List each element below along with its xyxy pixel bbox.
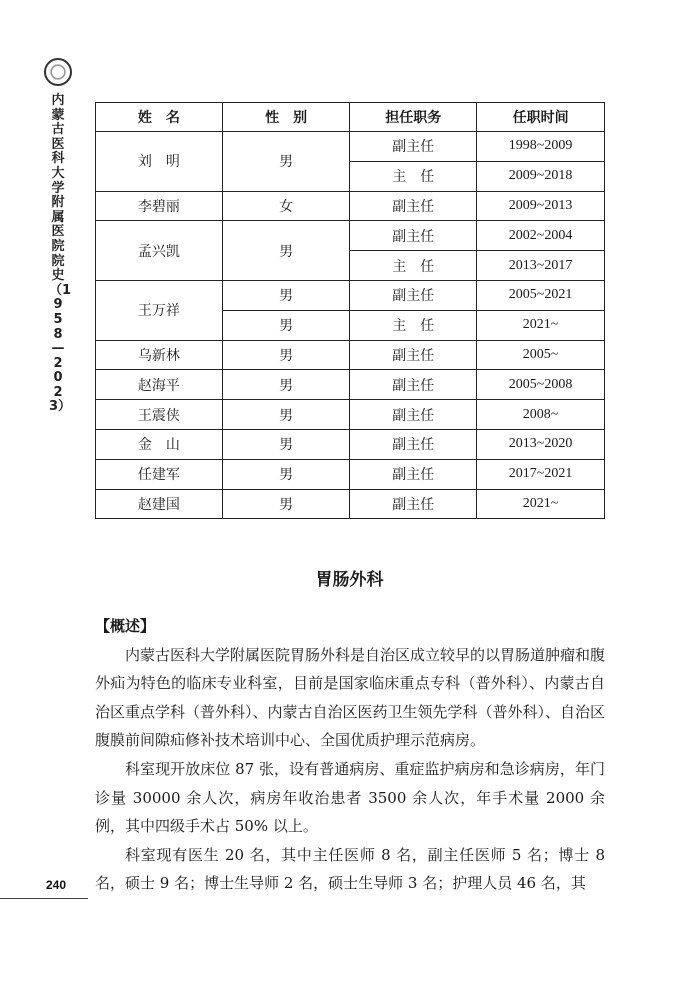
cell-role: 副主任 <box>350 400 477 430</box>
cell-name: 任建军 <box>96 459 223 489</box>
header-tenure: 任职时间 <box>477 103 605 132</box>
cell-gender: 男 <box>222 310 350 340</box>
cell-gender: 男 <box>222 459 350 489</box>
cell-role: 主 任 <box>350 161 477 191</box>
cell-role: 副主任 <box>350 489 477 519</box>
cell-tenure: 2013~2020 <box>477 429 605 459</box>
cell-gender: 男 <box>222 221 350 281</box>
table-row <box>96 340 605 370</box>
cell-tenure: 2008~ <box>477 400 605 430</box>
cell-gender: 男 <box>222 400 350 430</box>
cell-tenure: 1998~2009 <box>477 132 605 162</box>
cell-name: 王震侠 <box>96 400 223 430</box>
cell-name: 王万祥 <box>96 280 223 340</box>
cell-tenure: 2002~2004 <box>477 221 605 251</box>
overview-heading: 【概述】 <box>95 617 156 635</box>
cell-gender: 女 <box>222 191 350 221</box>
cell-name: 刘 明 <box>96 132 223 192</box>
cell-name: 金 山 <box>96 429 223 459</box>
cell-role: 副主任 <box>350 132 477 162</box>
book-title-vertical: 内蒙古医科大学附属医院院史（1958—2023） <box>49 93 72 415</box>
section-title: 胃肠外科 <box>315 570 384 590</box>
cell-gender: 男 <box>222 132 350 192</box>
header-gender: 性 别 <box>222 103 350 132</box>
table-row <box>96 370 605 400</box>
table-row <box>96 489 605 519</box>
section-body <box>95 612 605 898</box>
cell-tenure: 2021~ <box>477 489 605 519</box>
cell-role: 副主任 <box>350 459 477 489</box>
table-header-row <box>96 103 605 132</box>
cell-name: 孟兴凯 <box>96 221 223 281</box>
cell-tenure: 2005~2008 <box>477 370 605 400</box>
cell-name: 赵海平 <box>96 370 223 400</box>
cell-gender: 男 <box>222 280 350 310</box>
cell-role: 副主任 <box>350 221 477 251</box>
cell-gender: 男 <box>222 340 350 370</box>
table-row <box>96 191 605 221</box>
body-paragraph: 内蒙古医科大学附属医院胃肠外科是自治区成立较早的以胃肠道肿瘤和腹外疝为特色的临床专业科室，目前是国家临床重点专科（普外科）、内蒙古自治区重点学科（普外科）、内蒙古自治区医药卫生领先学科（普外科）、自治区腹膜前间隙疝修补技术培训中心、全国优质护理示范病房。 <box>95 645 606 750</box>
table-row <box>96 459 605 489</box>
body-paragraph: 科室现有医生 20 名，其中主任医师 8 名，副主任医师 5 名；博士 8 名，硕士 9 名；博士生导师 2 名，硕士生导师 3 名；护理人员 46 名，其 <box>95 845 605 893</box>
cell-tenure: 2009~2018 <box>477 161 605 191</box>
cell-tenure: 2013~2017 <box>477 251 605 281</box>
cell-tenure: 2005~2021 <box>477 280 605 310</box>
cell-gender: 男 <box>222 370 350 400</box>
header-name: 姓 名 <box>96 103 223 132</box>
page-number: 240 <box>46 878 67 892</box>
cell-name: 赵建国 <box>96 489 223 519</box>
cell-role: 副主任 <box>350 191 477 221</box>
cell-role: 副主任 <box>350 280 477 310</box>
body-paragraph: 科室现开放床位 87 张，设有普通病房、重症监护病房和急诊病房，年门诊量 30000 余人次，病房年收治患者 3500 余人次，年手术量 2000 余例，其中四级手术占 50% 以上。 <box>95 759 605 836</box>
cell-gender: 男 <box>222 489 350 519</box>
cell-tenure: 2017~2021 <box>477 459 605 489</box>
cell-role: 主 任 <box>350 310 477 340</box>
cell-gender: 男 <box>222 429 350 459</box>
cell-role: 主 任 <box>350 251 477 281</box>
university-logo-icon <box>44 58 72 86</box>
cell-tenure: 2009~2013 <box>477 191 605 221</box>
page-number-rule <box>0 898 88 899</box>
table-row <box>96 429 605 459</box>
cell-name: 李碧丽 <box>96 191 223 221</box>
header-role: 担任职务 <box>350 103 477 132</box>
table-row <box>96 280 605 310</box>
cell-role: 副主任 <box>350 370 477 400</box>
cell-role: 副主任 <box>350 429 477 459</box>
cell-tenure: 2021~ <box>477 310 605 340</box>
staff-history-table <box>95 102 605 519</box>
table-row <box>96 400 605 430</box>
table-row <box>96 221 605 251</box>
cell-name: 乌新林 <box>96 340 223 370</box>
cell-tenure: 2005~ <box>477 340 605 370</box>
table-row <box>96 132 605 162</box>
cell-role: 副主任 <box>350 340 477 370</box>
